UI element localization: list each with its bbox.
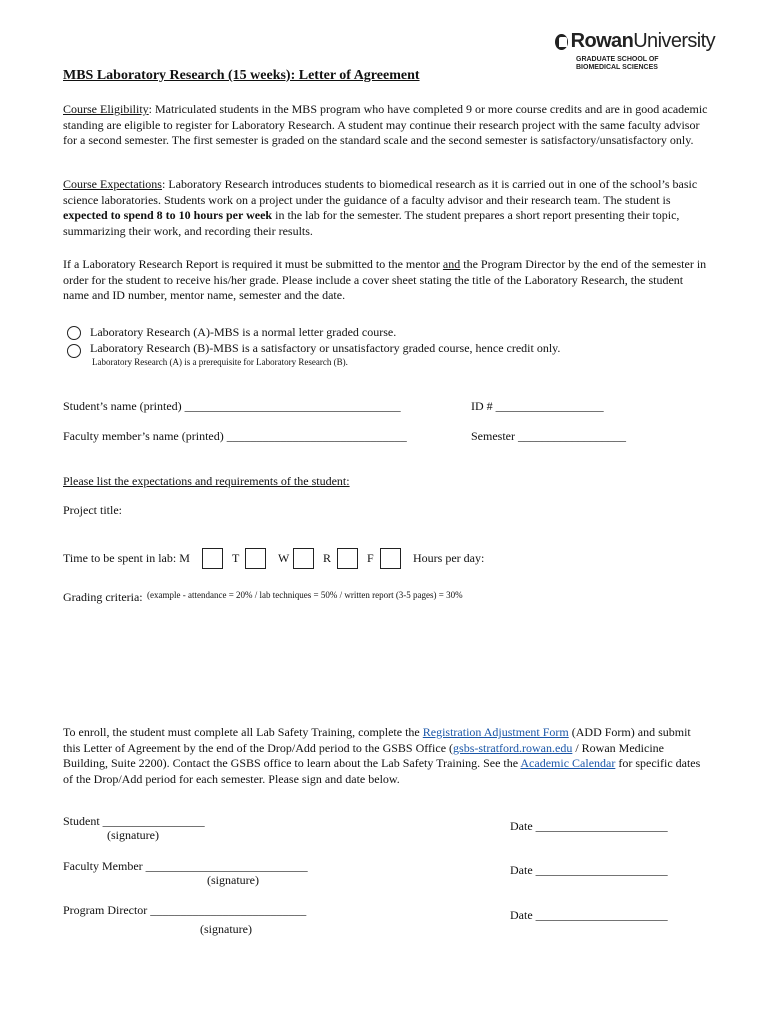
faculty-name-field[interactable]: Faculty member’s name (printed) ______________________________	[63, 429, 407, 443]
page-title: MBS Laboratory Research (15 weeks): Letter of Agreement	[63, 68, 420, 83]
enroll-paragraph	[63, 725, 708, 787]
student-date-field[interactable]: Date ______________________	[510, 819, 668, 833]
enroll-text-3: / Rowan Medicine Building, Suite 2200). Contact the GSBS office to learn about the Lab Safety Training. See the	[63, 740, 664, 770]
option-b-radio[interactable]	[67, 344, 81, 358]
course-expectations-paragraph	[63, 177, 708, 239]
prerequisite-note: Laboratory Research (A) is a prerequisite for Laboratory Research (B).	[92, 357, 348, 367]
report-and: and	[442, 257, 461, 271]
time-in-lab-label: Time to be spent in lab: M	[63, 551, 190, 565]
grading-example: (example - attendance = 20% / lab techniques = 50% / written report (3-5 pages) = 30%	[147, 590, 463, 600]
director-signature-field[interactable]: Program Director __________________________	[63, 903, 307, 917]
expectations-text: : Laboratory Research introduces students to biomedical research as it is carried out in one of the school’s basic science laboratories. Students work on a project under the guidance of a faculty advisor and their research team. The student is	[63, 177, 698, 207]
student-signature-note: (signature)	[107, 828, 159, 842]
report-text-end: the Program Director by the end of the semester in order for the student to receive his/her grade. Please include a cover sheet stating the title of the Laboratory Research, the student name and ID number, mentor name, semester and the date.	[63, 257, 707, 302]
report-paragraph	[63, 257, 708, 304]
semester-field[interactable]: Semester __________________	[471, 429, 626, 443]
enroll-text: To enroll, the student must complete all Lab Safety Training, complete the	[63, 725, 423, 739]
gsbs-website-link[interactable]: gsbs-stratford.rowan.edu	[453, 740, 573, 755]
day-f-checkbox[interactable]	[380, 548, 401, 569]
student-id-field[interactable]: ID # __________________	[471, 399, 604, 413]
day-r-label: R	[323, 551, 332, 565]
hours-emphasis: expected to spend 8 to 10 hours per week	[63, 208, 273, 222]
day-w-label: W	[278, 551, 290, 565]
day-f-label: F	[367, 551, 374, 565]
day-t-label: T	[232, 551, 240, 565]
report-text: If a Laboratory Research Report is required it must be submitted to the mentor	[63, 257, 443, 271]
enroll-text-4: for specific dates of the Drop/Add period for each semester. Please sign and date below.	[63, 756, 701, 786]
rowan-logo-icon	[555, 34, 568, 50]
registration-adjustment-form-link[interactable]: Registration Adjustment Form	[422, 725, 569, 739]
day-m-checkbox[interactable]	[202, 548, 223, 569]
day-t-checkbox[interactable]	[245, 548, 266, 569]
student-signature-field[interactable]: Student _________________	[63, 814, 205, 828]
option-a-radio[interactable]	[67, 326, 81, 340]
rowan-university-logo	[555, 30, 715, 72]
faculty-signature-field[interactable]: Faculty Member ___________________________	[63, 859, 308, 873]
director-date-field[interactable]: Date ______________________	[510, 908, 668, 922]
logo-wordmark: RowanUniversity	[570, 30, 715, 52]
faculty-signature-note: (signature)	[207, 873, 259, 887]
enroll-text-2: (ADD Form) and submit this Letter of Agreement by the end of the Drop/Add period to the GSBS Office (	[63, 725, 691, 755]
grading-criteria-label: Grading criteria:	[63, 590, 143, 604]
project-title-label[interactable]: Project title:	[63, 503, 122, 517]
expectations-label: Course Expectations	[63, 177, 162, 191]
day-r-checkbox[interactable]	[337, 548, 358, 569]
hours-per-day-label[interactable]: Hours per day:	[413, 551, 485, 565]
eligibility-label: Course Eligibility	[63, 102, 149, 116]
eligibility-text: : Matriculated students in the MBS program who have completed 9 or more course credits and are in good academic standing are eligible to register for Laboratory Research. A student may continue their research project with the same faculty advisor for a second semester. The first semester is graded on the standard scale and the second semester is satisfactory/unsatisfactory only.	[63, 102, 708, 147]
option-b-label: Laboratory Research (B)-MBS is a satisfactory or unsatisfactory graded course, hence credit only.	[90, 341, 561, 355]
expectations-text-end: in the lab for the semester. The student prepares a short report presenting their topic, summarizing their work, and recording their results.	[63, 208, 680, 238]
requirements-heading: Please list the expectations and requirements of the student:	[63, 474, 350, 488]
director-signature-note: (signature)	[200, 922, 252, 936]
day-w-checkbox[interactable]	[293, 548, 314, 569]
option-a-label: Laboratory Research (A)-MBS is a normal letter graded course.	[90, 325, 397, 339]
student-name-field[interactable]: Student’s name (printed) ____________________________________	[63, 399, 401, 413]
faculty-date-field[interactable]: Date ______________________	[510, 863, 668, 877]
course-eligibility-paragraph	[63, 102, 708, 149]
logo-subtitle: GRADUATE SCHOOL OF BIOMEDICAL SCIENCES	[576, 56, 659, 71]
academic-calendar-link[interactable]: Academic Calendar	[520, 756, 616, 770]
